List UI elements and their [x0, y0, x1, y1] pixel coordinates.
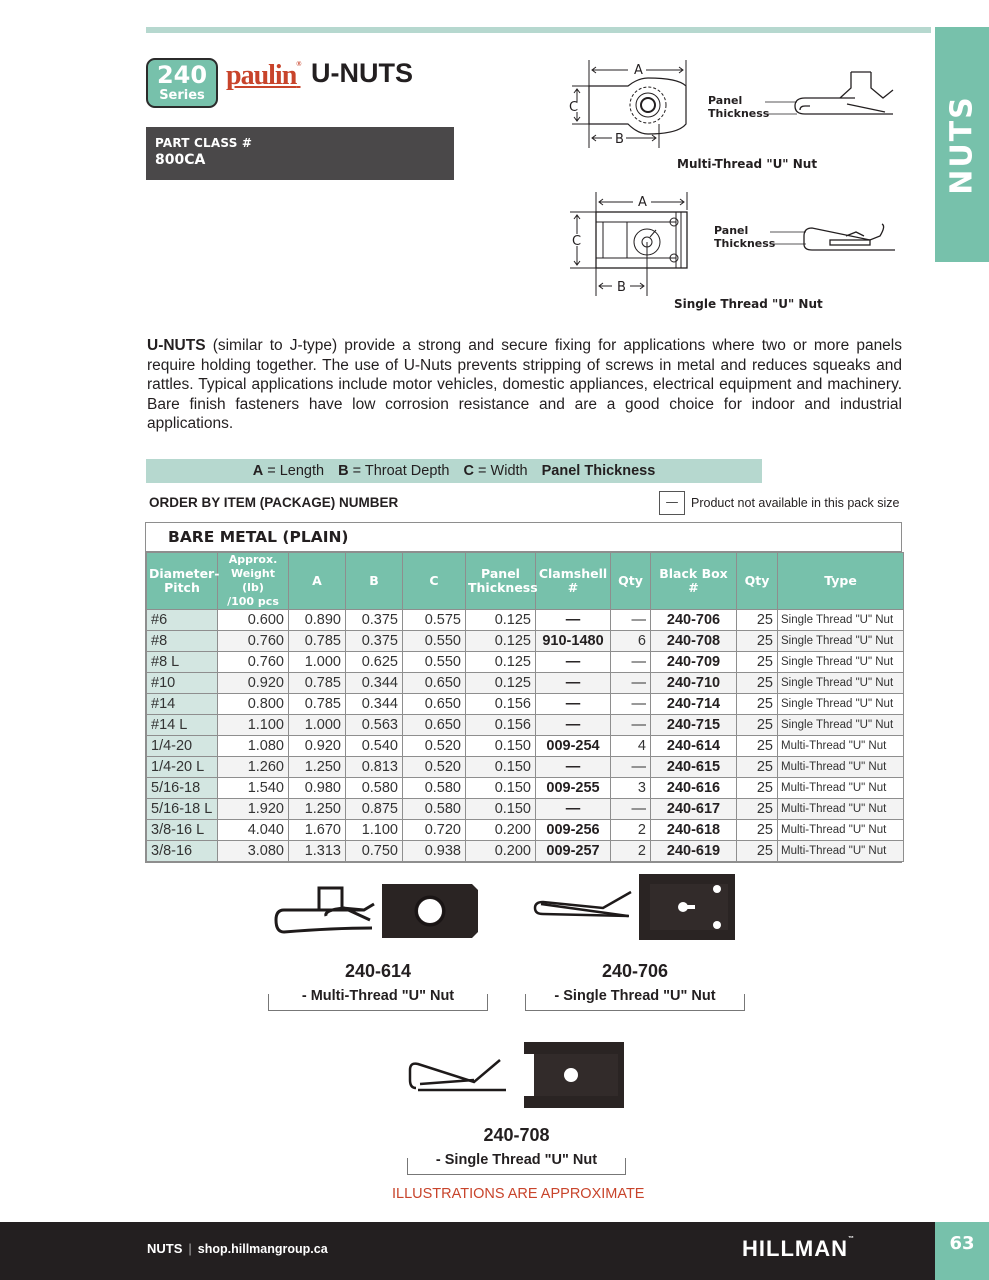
brand-name: paulin: [226, 60, 297, 91]
cell-qty1: —: [611, 694, 651, 715]
cell-c: 0.550: [403, 631, 466, 652]
cell-qty2: 25: [737, 757, 778, 778]
multi-thread-side-view-diagram: [765, 70, 900, 120]
cell-pitch: 5/16-18: [147, 778, 218, 799]
multi-thread-panel-label: [708, 94, 769, 120]
cell-clamshell: 009-256: [536, 820, 611, 841]
cell-a: 1.250: [289, 757, 346, 778]
cell-a: 0.980: [289, 778, 346, 799]
col-black-box-qty: Qty: [737, 553, 778, 610]
cell-blackbox: 240-614: [651, 736, 737, 757]
cell-type: Multi-Thread "U" Nut: [778, 757, 904, 778]
cell-weight: 1.920: [218, 799, 289, 820]
cell-qty1: 4: [611, 736, 651, 757]
cell-b: 0.375: [346, 631, 403, 652]
cell-c: 0.650: [403, 715, 466, 736]
cell-c: 0.650: [403, 673, 466, 694]
cell-weight: 1.100: [218, 715, 289, 736]
cell-type: Single Thread "U" Nut: [778, 694, 904, 715]
cell-type: Multi-Thread "U" Nut: [778, 820, 904, 841]
dimension-legend: [146, 459, 762, 483]
cell-blackbox: 240-615: [651, 757, 737, 778]
col-b: B: [346, 553, 403, 610]
panel-label-line-1: Panel: [714, 224, 749, 237]
cell-weight: 0.920: [218, 673, 289, 694]
cell-a: 1.000: [289, 652, 346, 673]
cell-qty1: 3: [611, 778, 651, 799]
photo-caption-1: [268, 988, 488, 1011]
description-body: (similar to J-type) provide a strong and secure fixing for applications where two or more panels require holding together. The use of U-Nuts prevents stripping of screws in metal and reduces squeaks and rattles. Typical applications include motor vehicles, domestic appliances, electrical equipment and machinery. Bare finish fasteners have low corrosion resistance and are a good choice for indoor and industrial applications.: [147, 337, 902, 432]
legend-panel-thickness: Panel Thickness: [541, 463, 656, 479]
product-table: [145, 522, 902, 863]
legend-a-text: = Length: [263, 463, 325, 479]
cell-b: 0.540: [346, 736, 403, 757]
brand-logo: [226, 60, 301, 92]
cell-c: 0.580: [403, 799, 466, 820]
table-row: [147, 820, 904, 841]
cell-a: 1.670: [289, 820, 346, 841]
svg-text:B: B: [615, 132, 624, 147]
multi-thread-top-view-diagram: [568, 58, 698, 154]
cell-panel: 0.150: [466, 799, 536, 820]
cell-b: 0.875: [346, 799, 403, 820]
cell-pitch: 1/4-20 L: [147, 757, 218, 778]
cell-qty2: 25: [737, 610, 778, 631]
cell-a: 0.785: [289, 694, 346, 715]
cell-blackbox: 240-618: [651, 820, 737, 841]
cell-qty2: 25: [737, 631, 778, 652]
table-title: BARE METAL (PLAIN): [146, 523, 901, 552]
cell-pitch: #8 L: [147, 652, 218, 673]
cell-c: 0.550: [403, 652, 466, 673]
cell-pitch: 5/16-18 L: [147, 799, 218, 820]
cell-pitch: #6: [147, 610, 218, 631]
svg-text:B: B: [617, 280, 626, 295]
panel-label-line-2: Thickness: [714, 237, 776, 250]
cell-blackbox: 240-619: [651, 841, 737, 862]
logo-text: HILLMAN: [742, 1236, 848, 1261]
col-clamshell-qty: Qty: [611, 553, 651, 610]
not-available-symbol: —: [659, 491, 685, 515]
cell-type: Single Thread "U" Nut: [778, 652, 904, 673]
table-row: [147, 673, 904, 694]
photo-caption-text: - Single Thread "U" Nut: [435, 1152, 598, 1168]
cell-clamshell: —: [536, 757, 611, 778]
photo-part-number-3: 240-708: [483, 1125, 550, 1145]
photo-part-number-2: 240-706: [601, 961, 669, 981]
photo-caption-3: [407, 1152, 626, 1175]
col-panel-thickness: Panel Thickness: [466, 553, 536, 610]
cell-panel: 0.156: [466, 694, 536, 715]
top-rule: [146, 27, 931, 33]
side-tab-label: NUTS: [944, 94, 980, 195]
cell-b: 0.375: [346, 610, 403, 631]
cell-c: 0.938: [403, 841, 466, 862]
description-lead: U-NUTS: [147, 337, 206, 354]
cell-b: 0.625: [346, 652, 403, 673]
cell-a: 0.890: [289, 610, 346, 631]
order-by-label: ORDER BY ITEM (PACKAGE) NUMBER: [149, 495, 399, 510]
part-class-value: 800CA: [155, 152, 206, 168]
product-data-table: [146, 552, 904, 862]
cell-c: 0.580: [403, 778, 466, 799]
cell-panel: 0.125: [466, 673, 536, 694]
cell-b: 0.344: [346, 673, 403, 694]
section-side-tab: [935, 27, 989, 262]
cell-a: 0.920: [289, 736, 346, 757]
panel-label-line-1: Panel: [708, 94, 743, 107]
cell-panel: 0.200: [466, 841, 536, 862]
cell-type: Single Thread "U" Nut: [778, 673, 904, 694]
cell-b: 1.100: [346, 820, 403, 841]
legend-a-key: A: [252, 463, 264, 479]
cell-type: Multi-Thread "U" Nut: [778, 799, 904, 820]
series-badge: [146, 58, 218, 108]
cell-qty2: 25: [737, 820, 778, 841]
cell-a: 1.313: [289, 841, 346, 862]
cell-weight: 3.080: [218, 841, 289, 862]
table-row: [147, 631, 904, 652]
registered-mark: ®: [296, 60, 301, 68]
cell-c: 0.650: [403, 694, 466, 715]
legend-b-text: = Throat Depth: [348, 463, 450, 479]
col-c: C: [403, 553, 466, 610]
svg-text:C: C: [569, 100, 579, 115]
col-weight: Approx. Weight (lb) /100 pcs: [218, 553, 289, 610]
single-thread-panel-label: [714, 224, 775, 250]
cell-a: 1.250: [289, 799, 346, 820]
cell-qty1: —: [611, 610, 651, 631]
cell-qty1: 2: [611, 841, 651, 862]
table-row: [147, 715, 904, 736]
cell-qty2: 25: [737, 715, 778, 736]
cell-b: 0.750: [346, 841, 403, 862]
cell-type: Multi-Thread "U" Nut: [778, 778, 904, 799]
page-title: U-NUTS: [311, 58, 413, 88]
cell-weight: 1.540: [218, 778, 289, 799]
cell-weight: 0.800: [218, 694, 289, 715]
cell-clamshell: —: [536, 652, 611, 673]
cell-weight: 0.760: [218, 631, 289, 652]
product-photo-240-708: [404, 1040, 629, 1110]
trademark-mark: ™: [847, 1236, 855, 1242]
cell-panel: 0.200: [466, 820, 536, 841]
cell-qty2: 25: [737, 673, 778, 694]
cell-clamshell: 910-1480: [536, 631, 611, 652]
photo-caption-text: - Multi-Thread "U" Nut: [301, 988, 455, 1004]
cell-pitch: 3/8-16 L: [147, 820, 218, 841]
page-number: 63: [935, 1222, 989, 1280]
cell-pitch: #14: [147, 694, 218, 715]
product-photo-240-614: [274, 880, 484, 940]
cell-type: Single Thread "U" Nut: [778, 610, 904, 631]
cell-b: 0.563: [346, 715, 403, 736]
single-thread-diagram-caption: Single Thread "U" Nut: [674, 297, 823, 311]
table-row: [147, 736, 904, 757]
cell-qty2: 25: [737, 652, 778, 673]
table-row: [147, 610, 904, 631]
cell-panel: 0.150: [466, 757, 536, 778]
svg-text:A: A: [638, 195, 647, 210]
cell-blackbox: 240-715: [651, 715, 737, 736]
cell-weight: 1.080: [218, 736, 289, 757]
footer-section-name: NUTS: [147, 1241, 183, 1256]
svg-text:A: A: [634, 63, 643, 78]
cell-pitch: 1/4-20: [147, 736, 218, 757]
cell-blackbox: 240-706: [651, 610, 737, 631]
cell-blackbox: 240-617: [651, 799, 737, 820]
col-a: A: [289, 553, 346, 610]
cell-clamshell: 009-257: [536, 841, 611, 862]
cell-panel: 0.156: [466, 715, 536, 736]
product-description: [147, 336, 902, 434]
page-footer: [0, 1222, 935, 1280]
cell-weight: 4.040: [218, 820, 289, 841]
table-row: [147, 799, 904, 820]
table-row: [147, 841, 904, 862]
cell-panel: 0.125: [466, 610, 536, 631]
cell-a: 0.785: [289, 631, 346, 652]
footer-website-link[interactable]: shop.hillmangroup.ca: [197, 1242, 328, 1256]
cell-type: Multi-Thread "U" Nut: [778, 841, 904, 862]
cell-blackbox: 240-709: [651, 652, 737, 673]
cell-qty1: 2: [611, 820, 651, 841]
cell-weight: 0.600: [218, 610, 289, 631]
col-clamshell: Clamshell #: [536, 553, 611, 610]
cell-qty1: —: [611, 715, 651, 736]
col-type: Type: [778, 553, 904, 610]
single-thread-top-view-diagram: [568, 190, 698, 300]
part-class-label: PART CLASS #: [155, 136, 253, 150]
cell-qty1: —: [611, 673, 651, 694]
multi-thread-diagram-caption: Multi-Thread "U" Nut: [677, 157, 818, 171]
cell-qty2: 25: [737, 736, 778, 757]
cell-c: 0.520: [403, 736, 466, 757]
not-available-text: Product not available in this pack size: [691, 496, 900, 510]
cell-clamshell: 009-254: [536, 736, 611, 757]
cell-pitch: #14 L: [147, 715, 218, 736]
legend-c-key: C: [463, 463, 475, 479]
cell-a: 1.000: [289, 715, 346, 736]
cell-blackbox: 240-714: [651, 694, 737, 715]
cell-b: 0.580: [346, 778, 403, 799]
cell-c: 0.520: [403, 757, 466, 778]
cell-qty2: 25: [737, 841, 778, 862]
photo-part-number-1: 240-614: [344, 961, 412, 981]
cell-c: 0.720: [403, 820, 466, 841]
cell-qty1: —: [611, 652, 651, 673]
footer-separator: |: [188, 1241, 192, 1256]
cell-type: Single Thread "U" Nut: [778, 631, 904, 652]
cell-clamshell: —: [536, 673, 611, 694]
cell-pitch: #8: [147, 631, 218, 652]
cell-clamshell: —: [536, 799, 611, 820]
cell-c: 0.575: [403, 610, 466, 631]
series-number: 240: [156, 61, 208, 89]
cell-clamshell: —: [536, 715, 611, 736]
cell-qty2: 25: [737, 778, 778, 799]
cell-b: 0.813: [346, 757, 403, 778]
photo-caption-text: - Single Thread "U" Nut: [554, 988, 716, 1004]
cell-panel: 0.125: [466, 631, 536, 652]
illustrations-disclaimer: ILLUSTRATIONS ARE APPROXIMATE: [392, 1186, 645, 1202]
cell-pitch: 3/8-16: [147, 841, 218, 862]
table-row: [147, 652, 904, 673]
cell-b: 0.344: [346, 694, 403, 715]
cell-panel: 0.150: [466, 778, 536, 799]
footer-section-info: [147, 1241, 328, 1256]
cell-qty1: —: [611, 799, 651, 820]
table-row: [147, 778, 904, 799]
cell-type: Single Thread "U" Nut: [778, 715, 904, 736]
svg-text:C: C: [572, 234, 582, 249]
cell-a: 0.785: [289, 673, 346, 694]
table-row: [147, 757, 904, 778]
cell-qty1: 6: [611, 631, 651, 652]
hillman-logo: [742, 1236, 855, 1262]
col-diameter-pitch: Diameter- Pitch: [147, 553, 218, 610]
cell-qty1: —: [611, 757, 651, 778]
legend-c-text: = Width: [474, 463, 528, 479]
product-photo-240-706: [533, 872, 738, 942]
photo-caption-2: [525, 988, 745, 1011]
cell-blackbox: 240-616: [651, 778, 737, 799]
table-header-row: [147, 553, 904, 610]
cell-weight: 1.260: [218, 757, 289, 778]
cell-clamshell: —: [536, 694, 611, 715]
cell-clamshell: 009-255: [536, 778, 611, 799]
cell-qty2: 25: [737, 799, 778, 820]
cell-pitch: #10: [147, 673, 218, 694]
cell-weight: 0.760: [218, 652, 289, 673]
cell-panel: 0.150: [466, 736, 536, 757]
table-row: [147, 694, 904, 715]
cell-panel: 0.125: [466, 652, 536, 673]
col-black-box: Black Box #: [651, 553, 737, 610]
single-thread-side-view-diagram: [770, 222, 900, 256]
cell-blackbox: 240-708: [651, 631, 737, 652]
cell-blackbox: 240-710: [651, 673, 737, 694]
legend-b-key: B: [338, 463, 349, 479]
cell-type: Multi-Thread "U" Nut: [778, 736, 904, 757]
cell-clamshell: —: [536, 610, 611, 631]
cell-qty2: 25: [737, 694, 778, 715]
series-label: Series: [159, 88, 205, 103]
panel-label-line-2: Thickness: [708, 107, 770, 120]
part-class-box: [146, 127, 454, 180]
